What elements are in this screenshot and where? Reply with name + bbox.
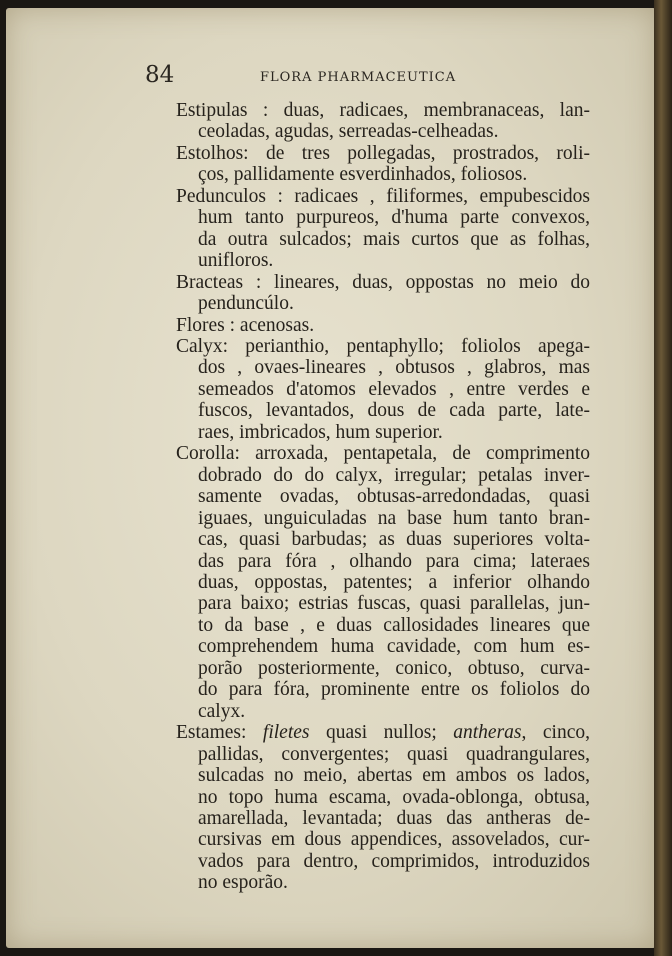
text-line: cas, quasi barbudas; as duas superiores volta- [198,529,590,551]
description-entry [176,186,590,272]
text-line: Flores : acenosas. [176,314,315,336]
text-line: Estames: filetes quasi nullos; antheras, cinco, [176,722,590,744]
text-line: samente ovadas, obtusas-arredondadas, quasi [198,486,590,508]
text-line: penduncúlo. [198,293,294,315]
text-line: Bracteas : lineares, duas, oppostas no meio do [176,271,590,293]
text-line: no esporão. [198,872,288,894]
text-line: dobrado do do calyx, irregular; petalas inver- [198,464,590,486]
text-line: comprehendem huma cavidade, com hum es- [198,636,590,658]
page-header [145,62,475,92]
text-line: unifloros. [198,250,274,272]
text-line: do para fóra, prominente entre os foliolos do [198,679,590,701]
text-line: duas, oppostas, patentes; a inferior olhando [198,571,590,593]
text-line: Calyx: perianthio, pentaphyllo; foliolos apega- [176,335,590,357]
description-entry [176,100,590,143]
description-entry [176,143,590,186]
description-entry [176,443,590,722]
text-line: fuscos, levantados, dous de cada parte, late- [198,400,590,422]
italic-term: filetes [262,722,310,744]
text-line: Estolhos: de tres pollegadas, prostrados, roli- [176,142,590,164]
text-line: iguaes, unguiculadas na base hum tanto bran- [198,507,590,529]
text-line: to da base , e duas callosidades lineares que [198,614,590,636]
text-line: para baixo; estrias fuscas, quasi parallelas, jun- [198,593,590,615]
text-line: porão posteriormente, conico, obtuso, curva- [198,657,590,679]
text-line: das para fóra , olhando para cima; lateraes [198,550,590,572]
text-line: ços, pallidamente esverdinhados, foliosos. [198,164,528,186]
text-line: Pedunculos : radicaes , filiformes, empubescidos [176,185,590,207]
text-line: ceoladas, agudas, serreadas-celheadas. [198,121,499,143]
text-line: semeados d'atomos elevados , entre verdes e [198,378,590,400]
botanical-description [176,100,590,894]
text-line: Corolla: arroxada, pentapetala, de comprimento [176,443,590,465]
text-line: cursivas em dous appendices, assovelados, cur- [198,829,590,851]
description-entry [176,336,590,443]
text-line: no topo huma escama, ovada-oblonga, obtusa, [198,786,590,808]
text-line: hum tanto purpureos, d'huma parte convexos, [198,207,590,229]
binding-edge [654,0,672,956]
text-line: da outra sulcados; mais curtos que as folhas, [198,228,590,250]
text-line: amarellada, levantada; duas das antheras de- [198,807,590,829]
description-entry [176,722,590,894]
running-title: FLORA PHARMACEUTICA [260,70,457,85]
page-number: 84 [145,62,175,88]
text-line: vados para dentro, comprimidos, introduzidos [198,850,590,872]
text-line: Estipulas : duas, radicaes, membranaceas, lan- [176,100,590,121]
description-entry [176,272,590,315]
text-line: pallidas, convergentes; quasi quadrangulares, [198,743,590,765]
text-line: sulcadas no meio, abertas em ambos os lados, [198,765,590,787]
text-line: dos , ovaes-lineares , obtusos , glabros, mas [198,357,590,379]
italic-term: antheras [453,722,522,744]
text-line: raes, imbricados, hum superior. [198,421,443,443]
description-entry [176,315,590,336]
text-line: calyx. [198,700,246,722]
